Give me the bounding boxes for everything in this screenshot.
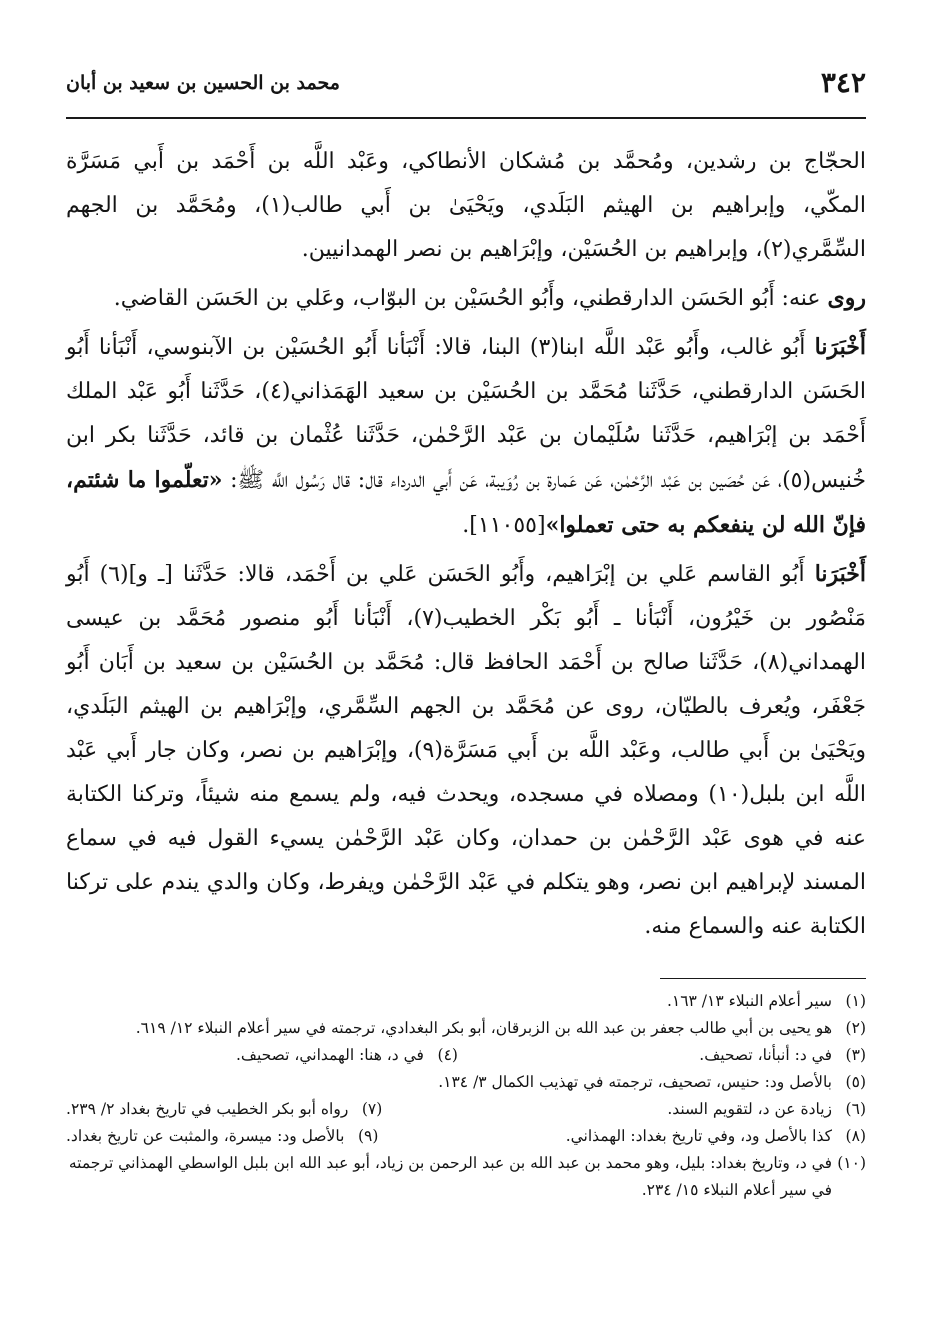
footnote-number: (٣): [845, 1046, 866, 1064]
footnote-text: في د: أنبأنا، تصحيف.: [699, 1046, 832, 1064]
paragraph-narrators: [66, 276, 866, 321]
footnote-row-8-9: [66, 1123, 866, 1150]
footnote-text: زيادة عن د، لتقويم السند.: [667, 1100, 832, 1118]
paragraph-text: الحجّاج بن رشدين، ومُحمَّد بن مُشكان الأنطاكي، وعَبْد اللَّه بن أَحْمَد بن أَبي مَسَرَّة المكّي، وإبراهيم بن الهيثم البَلَدي، ويَحْيَىٰ بن أَبي طالب(١)، ومُحَمَّد بن الجهم السِّمَّري(٢)، وإبراهيم بن الحُسَيْن، وإبْرَاهيم بن نصر الهمدانيين.: [66, 149, 866, 262]
paragraph-text: عنه: أَبُو الحَسَن الدارقطني، وأَبُو الحُسَيْن بن البوّاب، وعَلي بن الحَسَن القاضي.: [113, 286, 828, 311]
footnote-3: [699, 1042, 866, 1069]
footnote-6: [667, 1096, 866, 1123]
paragraph-lead-word: أَخْبَرَنا: [814, 561, 867, 587]
footnote-1: [66, 988, 866, 1015]
footnote-7: [66, 1096, 382, 1123]
paragraph-hadith-chain: [66, 325, 866, 548]
paragraph-lead-word: روى: [827, 285, 866, 311]
footnotes: [66, 988, 866, 1204]
page-header: [66, 66, 866, 110]
footnote-row-6-7: [66, 1096, 866, 1123]
footnote-number: (١٠): [837, 1154, 866, 1172]
footnote-text: كذا بالأصل ود، وفي تاريخ بغداد: الهمذاني.: [565, 1127, 832, 1145]
footnote-number: (٢): [845, 1019, 866, 1037]
footnote-row-3-4: [66, 1042, 866, 1069]
hadith-quote: «تعلّموا ما شئتم، فإنّ الله لن ينفعكم به حتى تعملوا»: [66, 467, 866, 538]
page-number: ٣٤٢: [820, 66, 866, 99]
footnote-2: [66, 1015, 866, 1042]
paragraph-text: أَبُو غالب، وأَبُو عَبْد اللَّه ابنا(٣) البنا، قالا: أَنْبَأنا أَبُو الحُسَيْن بن الآبنوسي، أَنْبَأنا أَبُو الحَسَن الدارقطني، حَدَّثَنا مُحَمَّد بن الحُسَيْن بن سعيد الهَمَذاني(٤)، حَدَّثَنا أَبُو عَبْد الملك أَحْمَد بن إبْرَاهيم، حَدَّثَنا سُلَيْمان بن عَبْد الرَّحْمٰن، حَدَّثَنا عُثْمان بن قائد، حَدَّثَنا بكر ابن خُنيس(٥)، عَن حُصَين بن عَبْد الرَّحْمٰن، عَن عَمارة بن رُوَيبة، عَن أَبي الدرداء قال: قال رَسُول اللَّه ﷺ:: [66, 335, 866, 493]
footnote-10: [66, 1150, 866, 1204]
footnote-text: بالأصل ود: ميسرة، والمثبت عن تاريخ بغداد.: [66, 1127, 345, 1145]
footnote-text: بالأصل ود: حنيس، تصحيف، ترجمته في تهذيب الكمال ٣/ ١٣٤.: [438, 1073, 832, 1091]
footnote-text: في د، وتاريخ بغداد: بليل، وهو محمد بن عبد الله بن عبد الرحمن بن زياد، أبو عبد الله ابن بلبل الواسطي الهمذاني ترجمته في سير أعلام النبلاء ١٥/ ٢٣٤.: [68, 1154, 832, 1199]
footnote-number: (٩): [357, 1127, 379, 1145]
footnote-number: (٥): [845, 1073, 866, 1091]
main-text: [66, 140, 866, 953]
hadith-reference: [١١٠٥٥].: [462, 513, 546, 538]
paragraph-text: أَبُو القاسم عَلي بن إبْرَاهيم، وأَبُو الحَسَن عَلي بن أَحْمَد، قالا: حَدَّثَنا [ـ و](٦) أَبُو مَنْصُور بن خَيْرُون، أَنْبَأنا ـ أَبُو بَكْر الخطيب(٧)، أَنْبَأنا أَبُو منصور مُحَمَّد بن عيسى الهمداني(٨)، حَدَّثَنا صالح بن أَحْمَد الحافظ قال: مُحَمَّد بن الحُسَيْن بن سعيد بن أَبَان أَبُو جَعْفَر، ويُعرف بالطيّان، روى عن مُحَمَّد بن الجهم السِّمَّري، وإبْرَاهيم بن الهيثم البَلَدي، ويَحْيَىٰ بن أَبي طالب، وعَبْد اللَّه بن أَبي مَسَرَّة(٩)، وإبْرَاهيم بن نصر، وكان جار أَبي عَبْد اللَّه ابن بلبل(١٠) ومصلاه في مسجده، ويحدث فيه، ولم يسمع منه شيئاً، وتركنا الكتابة عنه في هوى عَبْد الرَّحْمٰن بن حمدان، وكان عَبْد الرَّحْمٰن يسيء القول فيه في سماع المسند لإبراهيم ابن نصر، وهو يتكلم في عَبْد الرَّحْمٰن ويفرط، وكان والدي يندم على تركنا الكتابة عنه والسماع منه.: [66, 562, 866, 939]
footnote-number: (٨): [845, 1127, 866, 1145]
footnote-number: (١): [845, 992, 866, 1010]
footnote-number: (٦): [845, 1100, 866, 1118]
paragraph-biography: [66, 552, 866, 949]
footnote-text: سير أعلام النبلاء ١٣/ ١٦٣.: [666, 992, 832, 1010]
footnote-number: (٤): [437, 1046, 458, 1064]
footnote-8: [566, 1123, 866, 1150]
footnote-separator: [660, 978, 866, 979]
footnote-5: [66, 1069, 866, 1096]
footnote-text: في د، هنا: الهمداني، تصحيف.: [236, 1046, 424, 1064]
running-title: محمد بن الحسين بن سعيد بن أبان: [66, 72, 340, 94]
footnote-text: رواه أبو بكر الخطيب في تاريخ بغداد ٢/ ٢٣٩.: [66, 1100, 349, 1118]
header-rule: [66, 117, 866, 119]
footnote-4: [236, 1042, 458, 1069]
paragraph-lead-word: أَخْبَرَنا: [814, 334, 866, 360]
footnote-number: (٧): [361, 1100, 383, 1118]
footnote-text: هو يحيى بن أبي طالب جعفر بن عبد الله بن الزبرقان، أبو بكر البغدادي، ترجمته في سير أعلام النبلاء ١٢/ ٦١٩.: [135, 1019, 832, 1037]
footnote-9: [66, 1123, 378, 1150]
paragraph-teachers: [66, 140, 866, 272]
